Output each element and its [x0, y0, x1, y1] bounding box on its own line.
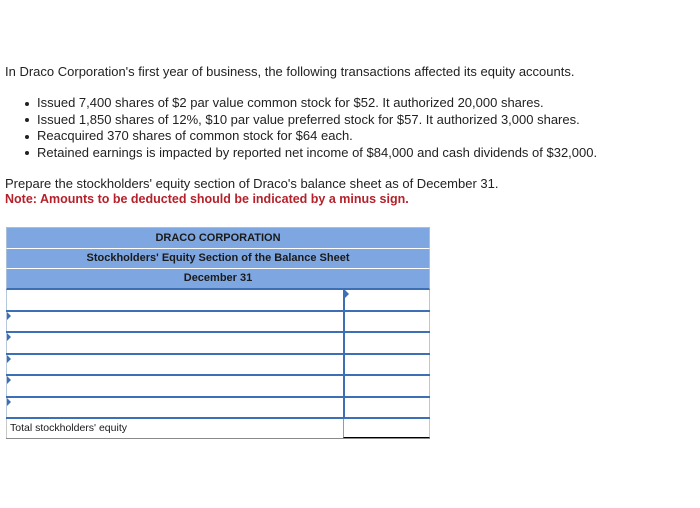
- dropdown-indicator-icon: [7, 376, 11, 384]
- account-label-dropdown[interactable]: [6, 312, 343, 332]
- transaction-item: Reacquired 370 shares of common stock for $64 each.: [20, 128, 597, 145]
- dropdown-indicator-icon: [7, 355, 11, 363]
- transaction-item: Retained earnings is impacted by reported net income of $84,000 and cash dividends of $32,000.: [20, 145, 597, 162]
- equity-worksheet: [6, 227, 430, 439]
- worksheet-date: December 31: [6, 268, 430, 290]
- table-row: [6, 312, 430, 334]
- amount-input[interactable]: [343, 333, 430, 353]
- dropdown-indicator-icon: [345, 290, 349, 298]
- worksheet-section-title: Stockholders' Equity Section of the Balance Sheet: [6, 248, 430, 268]
- transaction-list: [20, 95, 597, 161]
- total-equity-input[interactable]: [343, 419, 430, 438]
- account-label-dropdown[interactable]: [6, 333, 343, 353]
- table-row: [6, 376, 430, 398]
- amount-input[interactable]: [343, 355, 430, 375]
- instruction-text: Prepare the stockholders' equity section of Draco's balance sheet as of December 31.: [5, 176, 499, 191]
- amount-input[interactable]: [343, 312, 430, 332]
- account-label-dropdown[interactable]: [6, 376, 343, 396]
- worksheet-company-title: DRACO CORPORATION: [6, 227, 430, 248]
- transaction-item: Issued 1,850 shares of 12%, $10 par value preferred stock for $57. It authorized 3,000 shares.: [20, 112, 597, 129]
- dropdown-indicator-icon: [7, 333, 11, 341]
- account-label-dropdown[interactable]: [6, 290, 343, 310]
- amount-input[interactable]: [343, 376, 430, 396]
- table-row: [6, 398, 430, 420]
- amount-input[interactable]: [343, 398, 430, 418]
- account-label-dropdown[interactable]: [6, 355, 343, 375]
- total-row: [6, 419, 430, 439]
- transaction-item: Issued 7,400 shares of $2 par value common stock for $52. It authorized 20,000 shares.: [20, 95, 597, 112]
- table-row: [6, 333, 430, 355]
- table-row: [6, 290, 430, 312]
- problem-intro: In Draco Corporation's first year of business, the following transactions affected its equity accounts.: [5, 64, 575, 79]
- dropdown-indicator-icon: [7, 398, 11, 406]
- minus-sign-note: Note: Amounts to be deducted should be indicated by a minus sign.: [5, 192, 409, 206]
- dropdown-indicator-icon: [7, 312, 11, 320]
- table-row: [6, 355, 430, 377]
- amount-input[interactable]: [343, 290, 430, 310]
- total-equity-label: Total stockholders' equity: [6, 419, 343, 438]
- account-label-dropdown[interactable]: [6, 398, 343, 418]
